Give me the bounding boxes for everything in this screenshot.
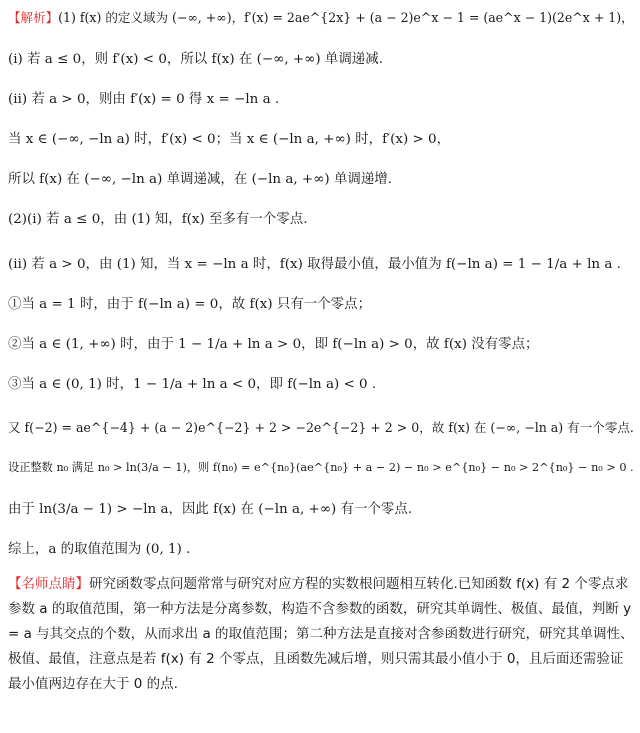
solution-line-14: 综上，a 的取值范围为 (0, 1) .	[8, 542, 191, 557]
solution-line-8: ①当 a = 1 时，由于 f(−ln a) = 0，故 f(x) 只有一个零点；	[8, 297, 372, 312]
solution-line-3: (ⅱ) 若 a > 0，则由 f′(x) = 0 得 x = −ln a .	[8, 92, 280, 107]
solution-line-7: (ⅱ) 若 a > 0，由 (1) 知，当 x = −ln a 时，f(x) 取得最小值，最小值为 f(−ln a) = 1 − 1/a + ln a .	[8, 257, 621, 272]
teacher-notes	[8, 572, 634, 697]
solution-line-6: (2)(ⅰ) 若 a ≤ 0，由 (1) 知，f(x) 至多有一个零点.	[8, 212, 308, 227]
notes-header: 【名师点睛】	[8, 576, 89, 592]
solution-line-12: 设正整数 n₀ 满足 n₀ > ln(3/a − 1)，则 f(n₀) = e^{n₀}(ae^{n₀} + a − 2) − n₀ > e^{n₀} − n₀ > 2^{n₀} − n₀ > 0 .	[8, 461, 634, 474]
solution-line-9: ②当 a ∈ (1, +∞) 时，由于 1 − 1/a + ln a > 0，即 f(−ln a) > 0，故 f(x) 没有零点；	[8, 337, 539, 352]
solution-line-2: (ⅰ) 若 a ≤ 0，则 f′(x) < 0，所以 f(x) 在 (−∞, +∞) 单调递减.	[8, 52, 383, 67]
solution-line-4: 当 x ∈ (−∞, −ln a) 时，f′(x) < 0；当 x ∈ (−ln a, +∞) 时，f′(x) > 0，	[8, 132, 451, 147]
notes-body: 研究函数零点问题常常与研究对应方程的实数根问题相互转化.已知函数 f(x) 有 2 个零点求参数 a 的取值范围，第一种方法是分离参数，构造不含参数的函数，研究其单调性、极值、最值，判断 y = a 与其交点的个数，从而求出 a 的取值范围；第二种方法是直接对含参函数进行研究，研究其单调性、极值、最值，注意点是若 f(x) 有 2 个零点，且函数先减后增，则只需其最小值小于 0，且后面还需验证最小值两边存在大于 0 的点.	[8, 576, 634, 692]
analysis-text: (1) f(x) 的定义域为 (−∞, +∞)，f′(x) = 2ae^{2x} + (a − 2)e^x − 1 = (ae^x − 1)(2e^x + 1)，	[58, 10, 634, 25]
analysis-header: 【解析】	[8, 10, 59, 25]
solution-line-10: ③当 a ∈ (0, 1) 时，1 − 1/a + ln a < 0，即 f(−ln a) < 0 .	[8, 377, 377, 392]
solution-line-13: 由于 ln(3/a − 1) > −ln a，因此 f(x) 在 (−ln a, +∞) 有一个零点.	[8, 502, 413, 517]
solution-line-11: 又 f(−2) = ae^{−4} + (a − 2)e^{−2} + 2 > −2e^{−2} + 2 > 0，故 f(x) 在 (−∞, −ln a) 有一个零点.	[8, 420, 634, 435]
solution-line-1	[8, 8, 636, 28]
solution-line-5: 所以 f(x) 在 (−∞, −ln a) 单调递减，在 (−ln a, +∞) 单调递增.	[8, 172, 393, 187]
